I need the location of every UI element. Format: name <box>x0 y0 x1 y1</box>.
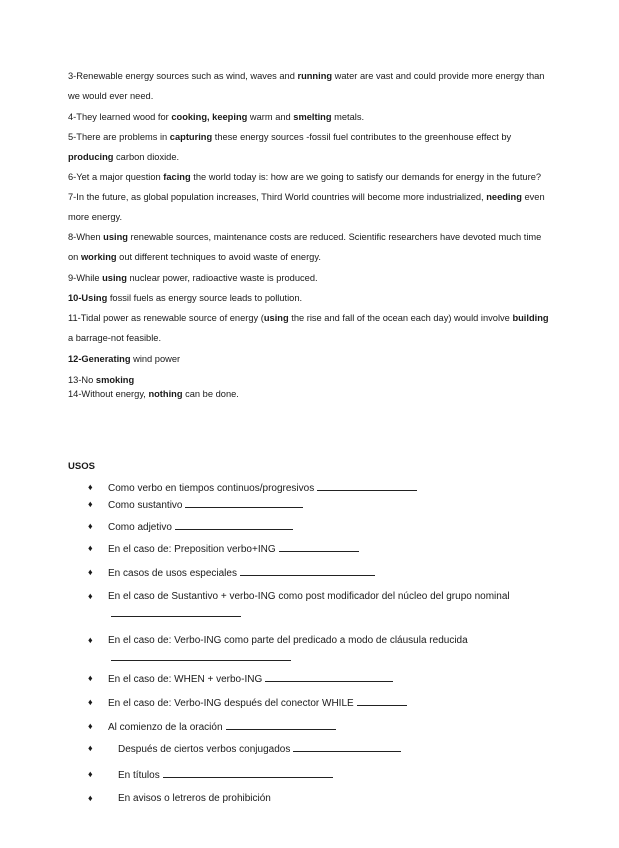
bullet-icon: ♦ <box>88 743 93 753</box>
answer-blank <box>185 496 303 508</box>
list-item: ♦ En el caso de: Preposition verbo+ING <box>88 540 558 564</box>
sentence: 3-Renewable energy sources such as wind, waves and running water are vast and could provide more energy than we would ever need. <box>68 71 545 101</box>
bullet-icon: ♦ <box>88 635 93 645</box>
bullet-icon: ♦ <box>88 673 93 683</box>
usos-heading: USOS <box>68 461 95 472</box>
list-item: ♦ Como adjetivo <box>88 518 558 540</box>
answer-blank <box>163 766 333 778</box>
list-item: ♦ En el caso de Sustantivo + verbo-ING como post modificador del núcleo del grupo nominal <box>88 588 558 632</box>
list-item: ♦ Como verbo en tiempos continuos/progresivos <box>88 479 558 496</box>
answer-blank <box>265 670 393 682</box>
sentence: 12-Generating wind power <box>68 354 181 364</box>
answer-blank <box>317 479 417 491</box>
bullet-icon: ♦ <box>88 721 93 731</box>
sentence: 10-Using fossil fuels as energy source leads to pollution. <box>68 293 303 303</box>
answer-blank <box>293 740 401 752</box>
usos-list <box>88 479 558 807</box>
answer-blank <box>111 605 241 617</box>
sentence: 13-No smoking <box>68 375 135 385</box>
bullet-icon: ♦ <box>88 543 93 553</box>
sentence: 5-There are problems in capturing these energy sources -fossil fuel contributes to the greenhouse effect by producing carbon dioxide. <box>68 132 512 162</box>
bullet-icon: ♦ <box>88 521 93 531</box>
bullet-icon: ♦ <box>88 697 93 707</box>
answer-blank <box>111 649 291 661</box>
bullet-icon: ♦ <box>88 499 93 509</box>
list-item: ♦ En el caso de: Verbo-ING después del conector WHILE <box>88 694 558 718</box>
sentence: 14-Without energy, nothing can be done. <box>68 389 239 399</box>
answer-blank <box>226 718 336 730</box>
list-item: ♦ Después de ciertos verbos conjugados <box>88 740 558 766</box>
answer-blank <box>175 518 293 530</box>
list-item: ♦ Como sustantivo <box>88 496 558 518</box>
bullet-icon: ♦ <box>88 567 93 577</box>
answer-blank <box>279 540 359 552</box>
sentence: 8-When using renewable sources, maintenance costs are reduced. Scientific researchers have devoted much time on working out different techniques to avoid waste of energy. <box>68 232 542 262</box>
bullet-icon: ♦ <box>88 769 93 779</box>
sentence: 7-In the future, as global population increases, Third World countries will become more industrialized, needing even more energy. <box>68 192 545 222</box>
sentence: 11-Tidal power as renewable source of energy (using the rise and fall of the ocean each day) would involve building a barrage-not feasible. <box>68 313 549 343</box>
list-item: ♦ Al comienzo de la oración <box>88 718 558 740</box>
list-item: ♦ En el caso de: Verbo-ING como parte del predicado a modo de cláusula reducida <box>88 632 558 670</box>
sentence: 6-Yet a major question facing the world today is: how are we going to satisfy our demands for energy in the future? <box>68 172 542 182</box>
sentence-list <box>68 66 554 401</box>
list-item: ♦ En títulos <box>88 766 558 790</box>
answer-blank <box>240 564 375 576</box>
sentence: 4-They learned wood for cooking, keeping warm and smelting metals. <box>68 112 365 122</box>
sentence: 9-While using nuclear power, radioactive waste is produced. <box>68 273 318 283</box>
bullet-icon: ♦ <box>88 591 93 601</box>
bullet-icon: ♦ <box>88 482 93 492</box>
list-item: ♦ En el caso de: WHEN + verbo-ING <box>88 670 558 694</box>
bullet-icon: ♦ <box>88 793 93 803</box>
list-item: ♦ En casos de usos especiales <box>88 564 558 588</box>
answer-blank <box>357 694 407 706</box>
list-item: ♦ En avisos o letreros de prohibición <box>88 790 558 807</box>
